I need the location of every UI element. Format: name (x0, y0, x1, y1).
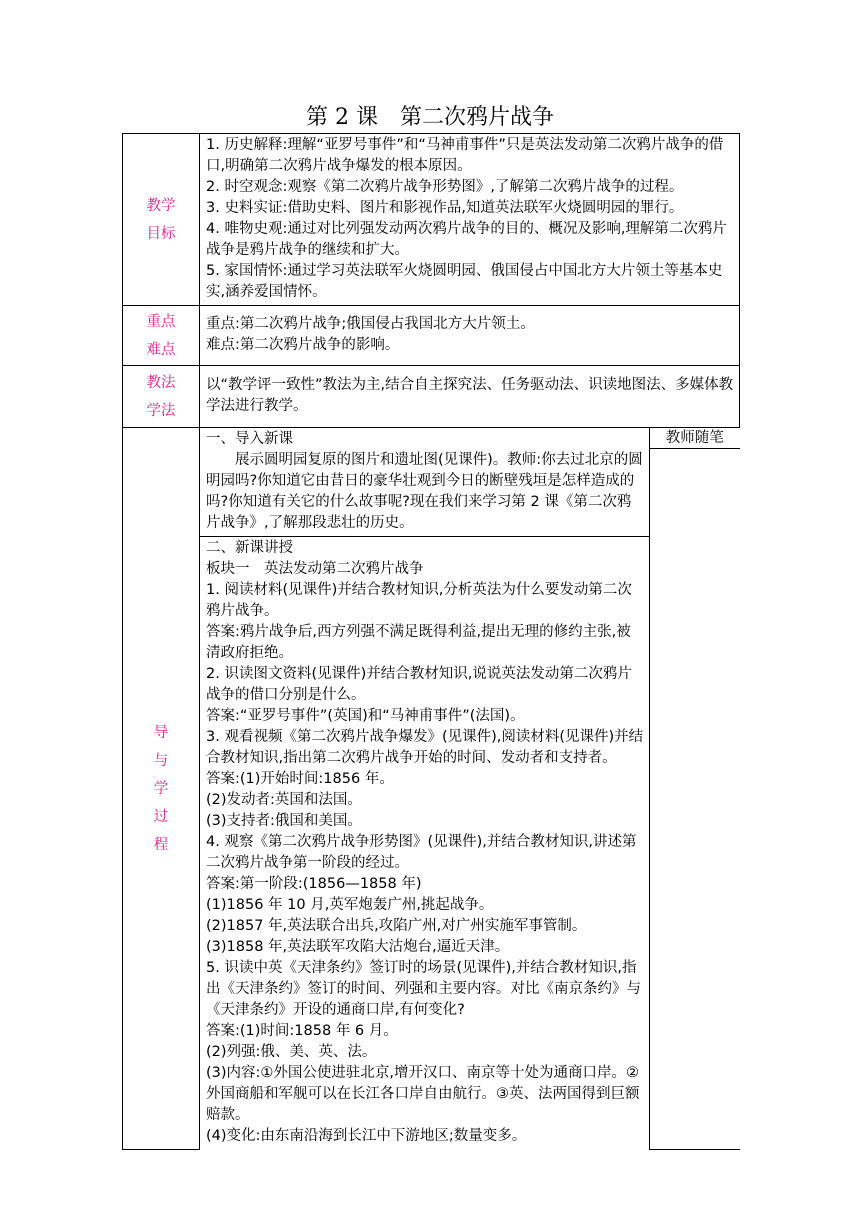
lecture-line: (2)列强:俄、美、英、法。 (206, 1044, 377, 1060)
lecture-line: (2)发动者:英国和法国。 (206, 792, 362, 808)
intro-text: 展示圆明园复原的图片和遗址图(见课件)。教师:你去过北京的圆明园吗?你知道它由昔日的豪华壮观到今日的断壁残垣是怎样造成的吗?你知道有关它的什么故事呢?现在我们来学习第 2 课《第二次鸦片战争》,了解那段悲壮的历史。 (206, 452, 643, 531)
keypoint-item: 重点:第二次鸦片战争;俄国侵占我国北方大片领土。 (206, 316, 535, 332)
keypoint-item: 难点:第二次鸦片战争的影响。 (206, 337, 400, 353)
teacher-notes-header: 教师随笔 (650, 428, 741, 449)
objective-item: 3. 史料实证:借助史料、图片和影视作品,知道英法联军火烧圆明园的罪行。 (206, 200, 684, 216)
lecture-line: 答案:(1)开始时间:1856 年。 (206, 771, 394, 787)
lesson-plan-table (122, 133, 740, 1150)
methods-label: 教法 学法 (123, 366, 200, 428)
lecture-heading: 二、新课讲授 (206, 540, 293, 556)
lecture-line: 4. 观察《第二次鸦片战争形势图》(见课件),并结合教材知识,讲述第二次鸦片战争第一阶段的经过。 (206, 834, 637, 871)
lecture-line: 答案:第一阶段:(1856—1858 年) (206, 876, 422, 892)
keypoints-content (200, 306, 740, 366)
teacher-notes-column (649, 428, 740, 1149)
lecture-line: 答案:鸦片战争后,西方列强不满足既得利益,提出无理的修约主张,被清政府拒绝。 (206, 624, 631, 661)
lecture-line: (3)支持者:俄国和美国。 (206, 813, 362, 829)
lecture-line: (3)1858 年,英法联军攻陷大沽炮台,逼近天津。 (206, 939, 510, 955)
keypoints-row (123, 306, 740, 366)
process-row (123, 428, 740, 1150)
intro-section (200, 428, 649, 537)
lecture-block-title: 板块一 英法发动第二次鸦片战争 (206, 561, 424, 577)
page-title: 第 2 课 第二次鸦片战争 (306, 105, 554, 130)
lecture-line: 1. 阅读材料(见课件)并结合教材知识,分析英法为什么要发动第二次鸦片战争。 (206, 582, 632, 619)
lecture-line: 3. 观看视频《第二次鸦片战争爆发》(见课件),阅读材料(见课件)并结合教材知识,指出第二次鸦片战争开始的时间、发动者和支持者。 (206, 729, 644, 766)
objectives-content (200, 134, 740, 306)
lecture-line: 5. 识读中英《天津条约》签订时的场景(见课件),并结合教材知识,指出《天津条约》签订的时间、列强和主要内容。对比《南京条约》与《天津条约》开设的通商口岸,有何变化? (206, 960, 641, 1018)
objective-item: 2. 时空观念:观察《第二次鸦片战争形势图》,了解第二次鸦片战争的过程。 (206, 179, 684, 195)
lecture-line: 答案:(1)时间:1858 年 6 月。 (206, 1023, 398, 1039)
lecture-line: (2)1857 年,英法联合出兵,攻陷广州,对广州实施军事管制。 (206, 918, 587, 934)
objective-item: 4. 唯物史观:通过对比列强发动两次鸦片战争的目的、概况及影响,理解第二次鸦片战争是鸦片战争的继续和扩大。 (206, 221, 727, 258)
lecture-line: (4)变化:由东南沿海到长江中下游地区;数量变多。 (206, 1128, 527, 1144)
lecture-line: (1)1856 年 10 月,英军炮轰广州,挑起战争。 (206, 897, 494, 913)
process-content (200, 428, 740, 1150)
objectives-row (123, 134, 740, 306)
process-inner-table (200, 428, 740, 1150)
objectives-label: 教学 目标 (123, 134, 200, 306)
lecture-line: 2. 识读图文资料(见课件)并结合教材知识,说说英法发动第二次鸦片战争的借口分别是什么。 (206, 666, 632, 703)
methods-content: 以“教学评一致性”教法为主,结合自主探究法、任务驱动法、识读地图法、多媒体教学法进行教学。 (200, 366, 740, 428)
lecture-section (200, 537, 649, 1150)
lecture-line: (3)内容:①外国公使进驻北京,增开汉口、南京等十处为通商口岸。②外国商船和军舰可以在长江各口岸自由航行。③英、法两国得到巨额赔款。 (206, 1065, 640, 1123)
keypoints-label: 重点 难点 (123, 306, 200, 366)
objective-item: 1. 历史解释:理解“亚罗号事件”和“马神甫事件”只是英法发动第二次鸦片战争的借口,明确第二次鸦片战争爆发的根本原因。 (206, 137, 724, 174)
lecture-line: 答案:“亚罗号事件”(英国)和“马神甫事件”(法国)。 (206, 708, 525, 724)
objective-item: 5. 家国情怀:通过学习英法联军火烧圆明园、俄国侵占中国北方大片领土等基本史实,涵养爱国情怀。 (206, 263, 723, 300)
methods-row (123, 366, 740, 428)
intro-heading: 一、导入新课 (206, 431, 293, 447)
process-label: 导 与 学 过 程 (123, 428, 200, 1150)
